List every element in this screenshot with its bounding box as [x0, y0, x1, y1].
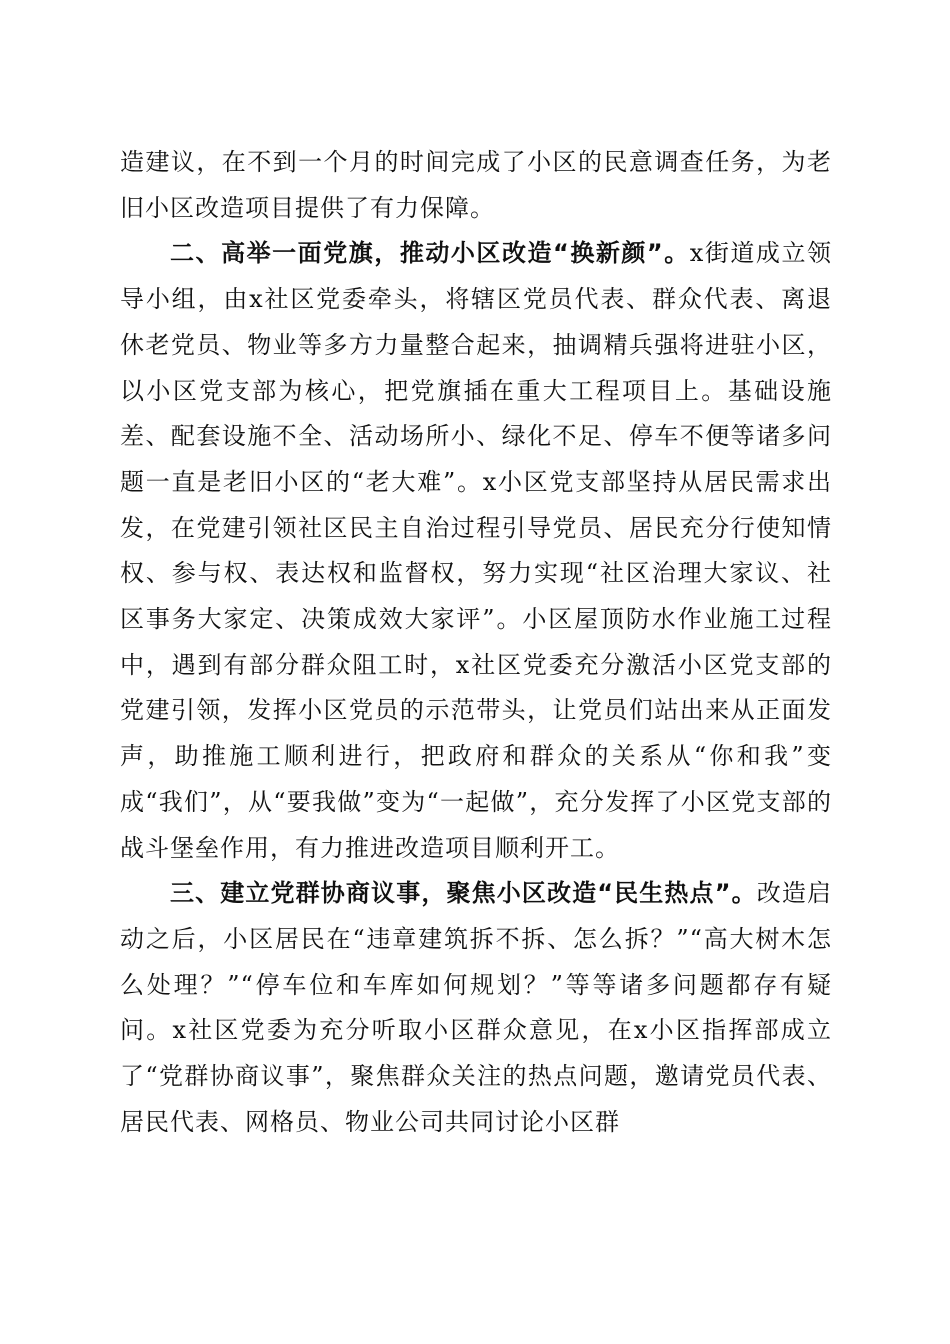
paragraph-text: 造建议，在不到一个月的时间完成了小区的民意调查任务，为老旧小区改造项目提供了有力保障。	[120, 148, 832, 222]
section-heading: 三、建立党群协商议事，聚焦小区改造“民生热点”。	[170, 879, 757, 908]
paragraph-text: 改造启动之后，小区居民在“违章建筑拆不拆、怎么拆？”“高大树木怎么处理？”“停车位和车库如何规划？”等等诸多问题都存有疑问。x社区党委为充分听取小区群众意见，在x小区指挥部成立了“党群协商议事”，聚焦群众关注的热点问题，邀请党员代表、居民代表、网格员、物业公司共同讨论小区群	[120, 879, 832, 1136]
paragraph-text: x街道成立领导小组，由x社区党委牵头，将辖区党员代表、群众代表、离退休老党员、物业等多方力量整合起来，抽调精兵强将进驻小区，以小区党支部为核心，把党旗插在重大工程项目上。基础设施差、配套设施不全、活动场所小、绿化不足、停车不便等诸多问题一直是老旧小区的“老大难”。x小区党支部坚持从居民需求出发，在党建引领社区民主自治过程引导党员、居民充分行使知情权、参与权、表达权和监督权，努力实现“社区治理大家议、社区事务大家定、决策成效大家评”。小区屋顶防水作业施工过程中，遇到有部分群众阻工时，x社区党委充分激活小区党支部的党建引领，发挥小区党员的示范带头，让党员们站出来从正面发声，助推施工顺利进行，把政府和群众的关系从“你和我”变成“我们”，从“要我做”变为“一起做”，充分发挥了小区党支部的战斗堡垒作用，有力推进改造项目顺利开工。	[120, 239, 832, 862]
paragraph-section-two	[120, 231, 832, 871]
paragraph-continuation	[120, 140, 832, 231]
document-body	[120, 140, 832, 1145]
paragraph-section-three	[120, 871, 832, 1145]
section-heading: 二、高举一面党旗，推动小区改造“换新颜”。	[170, 239, 690, 268]
